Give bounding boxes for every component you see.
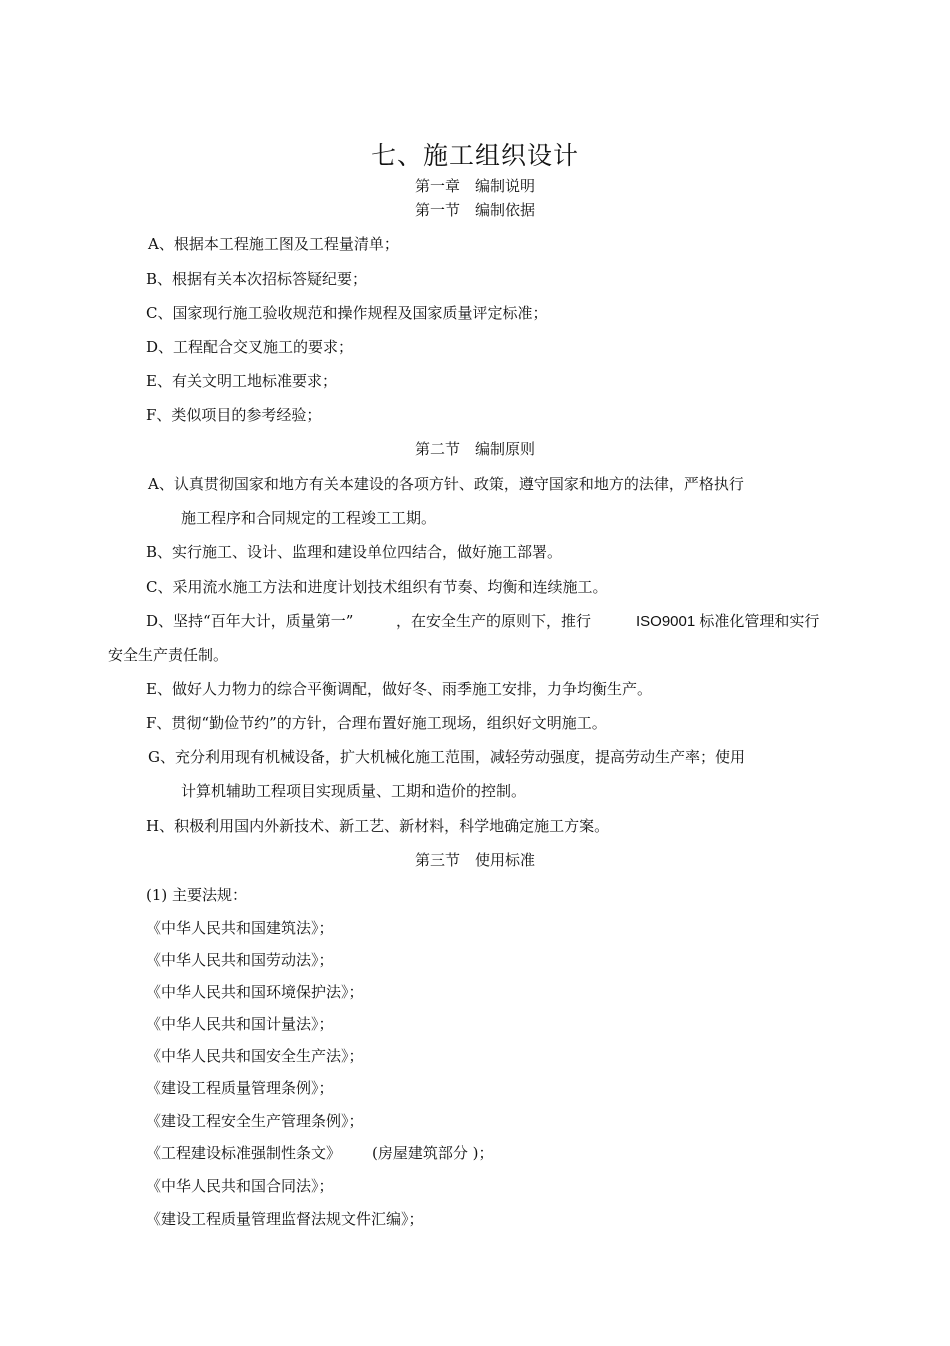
principle-g-line2: 计算机辅助工程项目实现质量、工期和造价的控制。: [181, 782, 527, 800]
section-heading-standards: 第三节 使用标准: [414, 851, 535, 869]
law-item: 《建设工程安全生产管理条例》；: [146, 1112, 364, 1130]
law-item: 《中华人民共和国计量法》；: [146, 1015, 334, 1033]
law-item: 《中华人民共和国合同法》；: [146, 1177, 334, 1195]
basis-item-e: E、有关文明工地标准要求；: [146, 372, 337, 390]
principle-a-line2: 施工程序和合同规定的工程竣工工期。: [181, 509, 437, 527]
principle-e: E、做好人力物力的综合平衡调配，做好冬、雨季施工安排，力争均衡生产。: [146, 680, 652, 698]
law-item: 《中华人民共和国安全生产法》；: [146, 1047, 364, 1065]
principle-b: B、实行施工、设计、监理和建设单位四结合，做好施工部署。: [146, 543, 563, 561]
basis-item-c: C、国家现行施工验收规范和操作规程及国家质量评定标准；: [146, 304, 548, 322]
law-item-part2: (房屋建筑部分 )；: [372, 1144, 494, 1162]
principle-d-part3: ISO9001 标准化管理和实行: [636, 613, 820, 630]
law-item-part1: 《工程建设标准强制性条文》: [146, 1144, 342, 1162]
law-item: 《中华人民共和国建筑法》；: [146, 919, 334, 937]
page-title: 七、施工组织设计: [370, 141, 579, 170]
principle-d-line2: 安全生产责任制。: [108, 646, 229, 664]
principle-c: C、采用流水施工方法和进度计划技术组织有节奏、均衡和连续施工。: [146, 578, 608, 596]
principle-d-part1: D、坚持“百年大计，质量第一”: [146, 612, 354, 630]
law-item: 《中华人民共和国劳动法》；: [146, 951, 334, 969]
law-item: 《建设工程质量管理条例》；: [146, 1079, 334, 1097]
principle-a-line1: A、认真贯彻国家和地方有关本建设的各项方针、政策，遵守国家和地方的法律，严格执行: [148, 475, 744, 493]
principle-d-part2: ，在安全生产的原则下，推行: [396, 612, 592, 630]
principle-h: H、积极利用国内外新技术、新工艺、新材料，科学地确定施工方案。: [146, 817, 610, 835]
chapter-heading: 第一章 编制说明: [414, 177, 535, 195]
law-item: 《中华人民共和国环境保护法》；: [146, 983, 364, 1001]
law-item: 《建设工程质量管理监督法规文件汇编》；: [146, 1210, 424, 1228]
basis-item-f: F、类似项目的参考经验；: [146, 406, 322, 424]
basis-item-b: B、根据有关本次招标答疑纪要；: [146, 270, 368, 288]
basis-item-d: D、工程配合交叉施工的要求；: [146, 338, 354, 356]
regulations-subheading: (1) 主要法规：: [146, 886, 248, 904]
principle-g-line1: G、充分利用现有机械设备，扩大机械化施工范围，减轻劳动强度，提高劳动生产率；使用: [148, 748, 745, 766]
basis-item-a: A、根据本工程施工图及工程量清单；: [148, 235, 399, 253]
section-heading-principles: 第二节 编制原则: [414, 440, 535, 458]
principle-f: F、贯彻“勤俭节约”的方针，合理布置好施工现场，组织好文明施工。: [146, 714, 607, 732]
section-heading-basis: 第一节 编制依据: [414, 201, 535, 219]
